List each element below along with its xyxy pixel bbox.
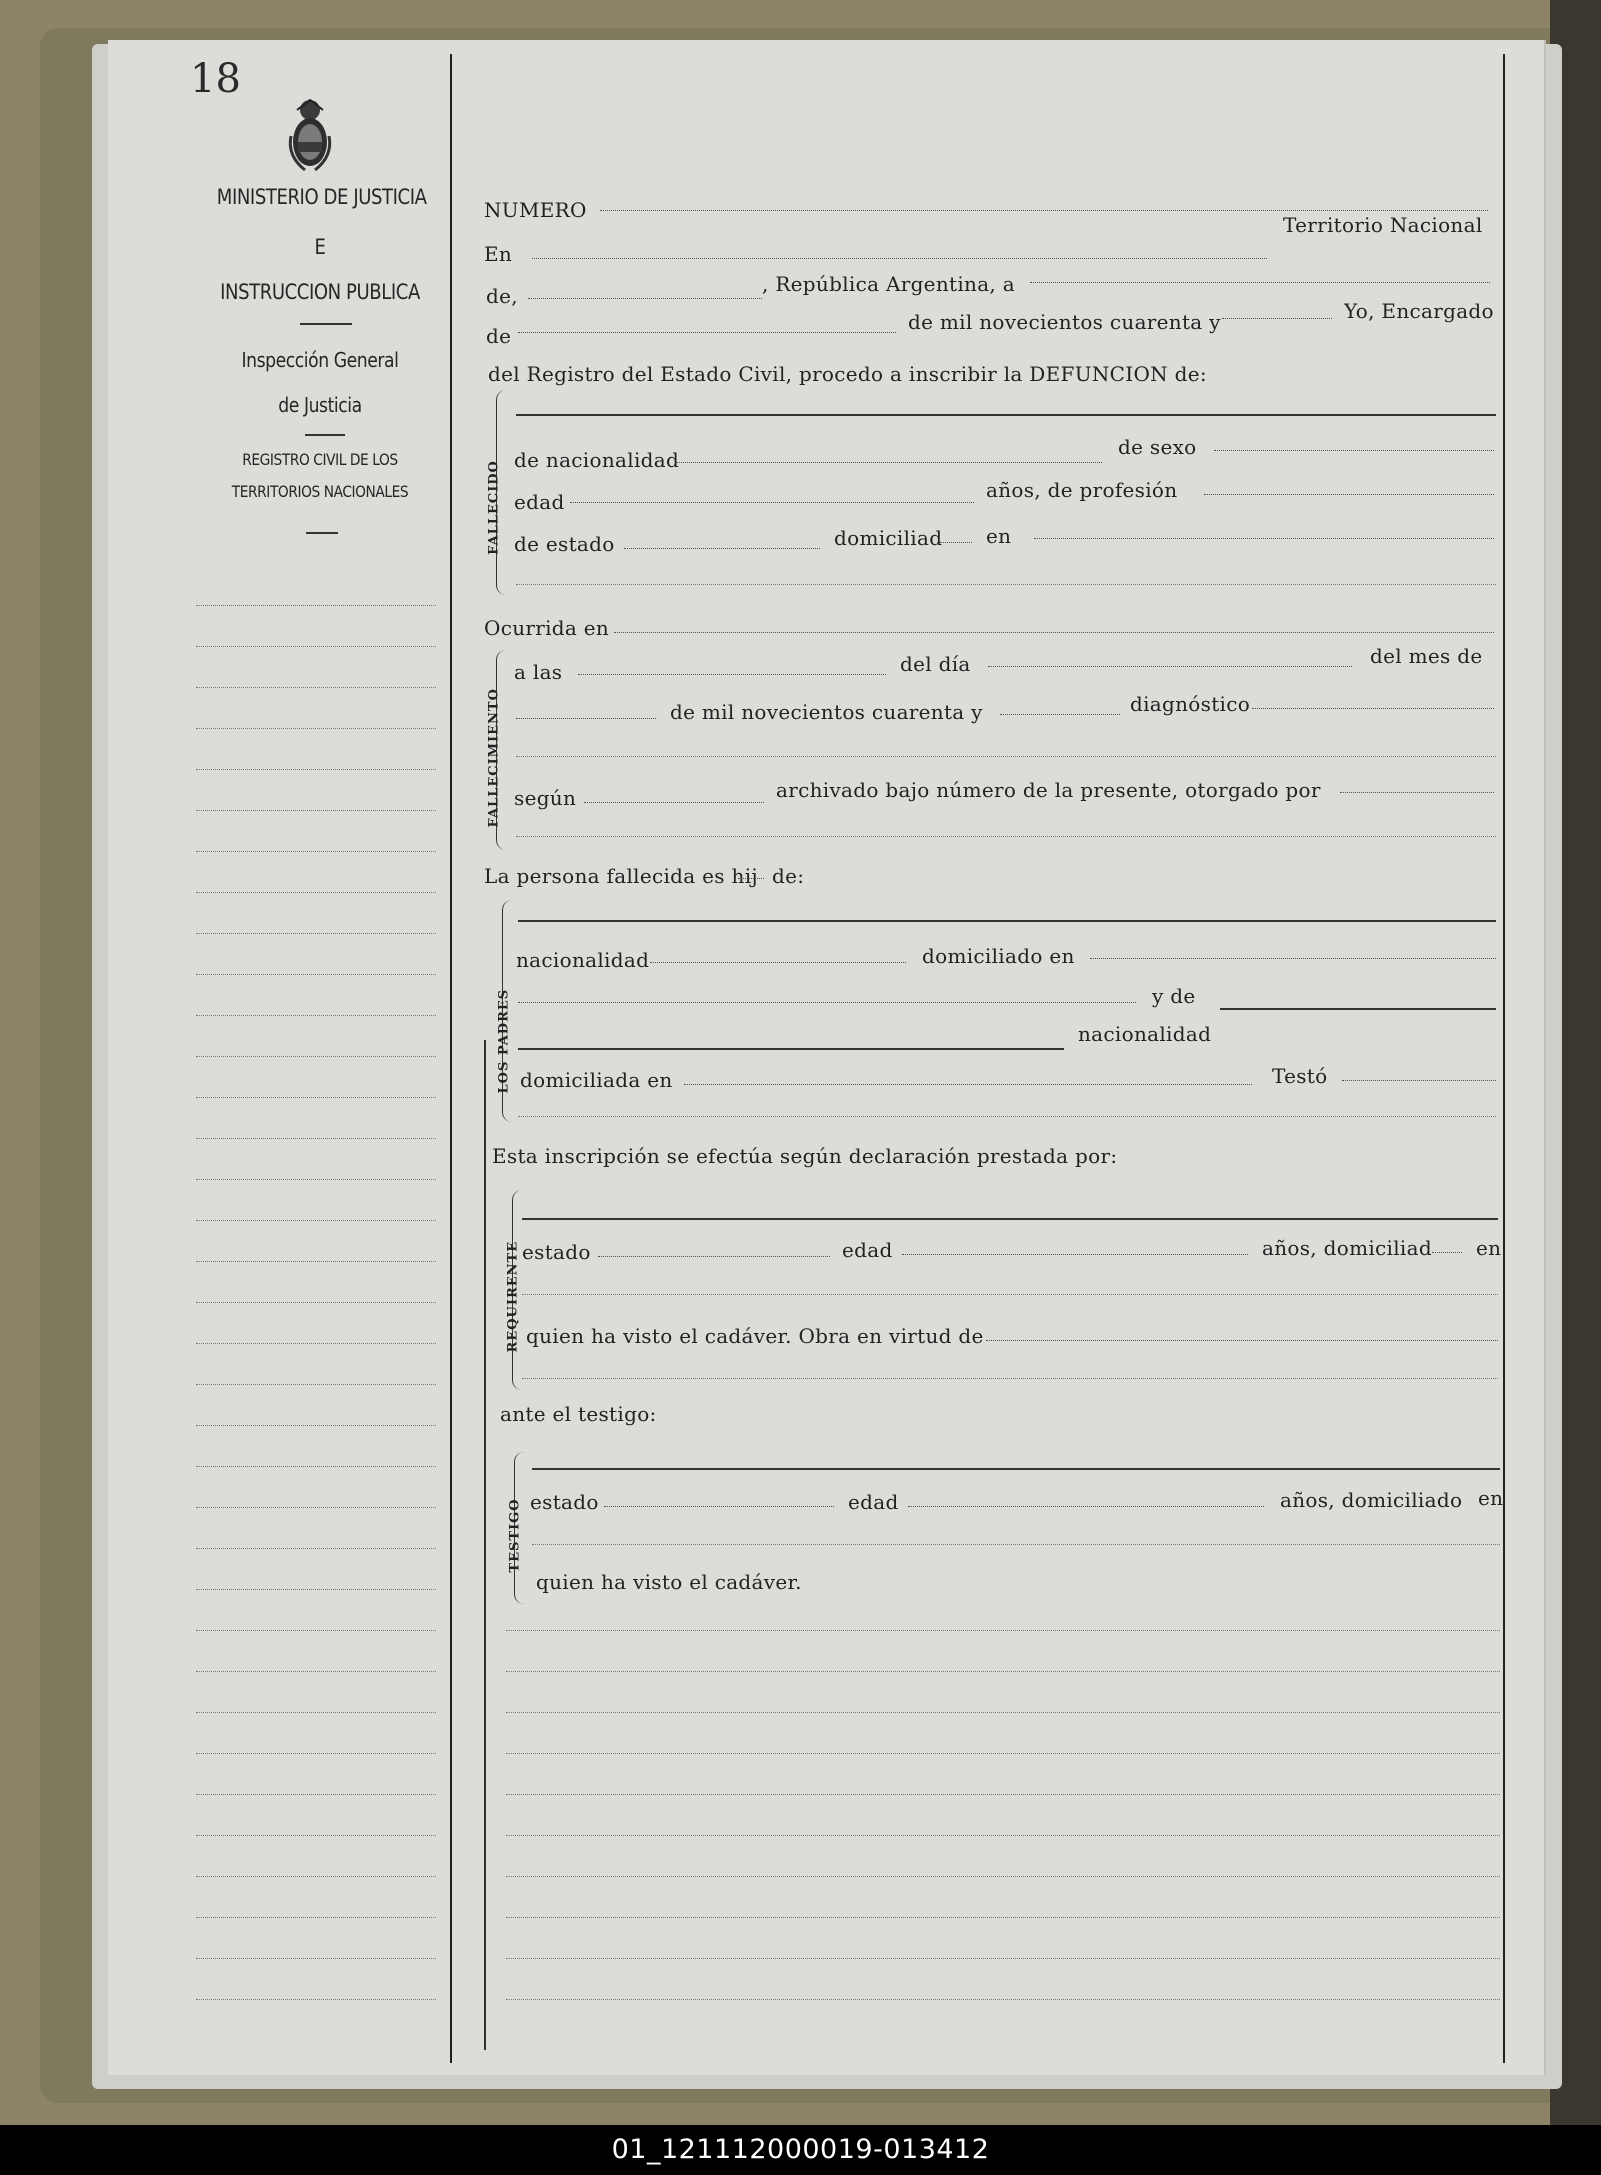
republica-label: , República Argentina, a	[762, 272, 1015, 296]
hijo-label: La persona fallecida es hij	[484, 864, 758, 888]
inspection-title: Inspección General	[241, 348, 399, 372]
estado-label: de estado	[514, 532, 615, 556]
a-las-label: a las	[514, 660, 563, 684]
coat-of-arms-icon	[285, 96, 335, 176]
margin-ruled-line[interactable]	[196, 1712, 436, 1713]
test-anos-label: años, domiciliado	[1280, 1488, 1463, 1512]
ocurrida-label: Ocurrida en	[484, 616, 610, 640]
header-rule	[306, 532, 338, 534]
fallecimiento-section-label: FALLECIMIENTO	[486, 688, 502, 828]
header-rule	[305, 434, 345, 436]
req-estado-label: estado	[522, 1240, 591, 1264]
padre-domicilio-continuation-field[interactable]	[518, 1002, 1136, 1003]
margin-ruled-line[interactable]	[196, 1138, 436, 1139]
requirente-section-label: REQUIRENTE	[505, 1240, 521, 1353]
segun-field[interactable]	[584, 802, 764, 803]
margin-ruled-line[interactable]	[196, 1302, 436, 1303]
date-a-field[interactable]	[1030, 282, 1490, 283]
ocurrida-field[interactable]	[614, 632, 1494, 633]
margin-ruled-line[interactable]	[196, 1548, 436, 1549]
padres-section-label: LOS PADRES	[496, 988, 512, 1094]
notes-ruled-line[interactable]	[506, 1958, 1500, 1959]
margin-ruled-line[interactable]	[196, 1958, 436, 1959]
margin-ruled-line[interactable]	[196, 605, 436, 606]
hora-field[interactable]	[578, 674, 886, 675]
hijo-de-label: de:	[772, 864, 805, 888]
margin-ruled-line[interactable]	[196, 1384, 436, 1385]
hijo-suffix-field[interactable]	[738, 878, 764, 879]
notes-ruled-line[interactable]	[506, 1794, 1500, 1795]
madre-nacionalidad-label: nacionalidad	[1078, 1022, 1212, 1046]
margin-ruled-line[interactable]	[196, 892, 436, 893]
diagnostico-continuation-field[interactable]	[516, 756, 1496, 757]
margin-ruled-line[interactable]	[196, 1179, 436, 1180]
numero-label: NUMERO	[484, 198, 587, 222]
margin-ruled-line[interactable]	[196, 1835, 436, 1836]
margin-ruled-line[interactable]	[196, 1507, 436, 1508]
testo-field[interactable]	[1342, 1080, 1496, 1081]
notes-ruled-line[interactable]	[506, 1671, 1500, 1672]
sexo-field[interactable]	[1214, 450, 1494, 451]
req-domicilio-field[interactable]	[522, 1294, 1498, 1295]
margin-ruled-line[interactable]	[196, 1261, 436, 1262]
margin-ruled-line[interactable]	[196, 1343, 436, 1344]
registry-title: REGISTRO CIVIL DE LOS	[242, 450, 398, 469]
en-field[interactable]	[532, 258, 1267, 259]
yo-encargado-label: Yo, Encargado	[1344, 299, 1494, 323]
estado-field[interactable]	[624, 548, 820, 549]
registry-subtitle: TERRITORIOS NACIONALES	[231, 482, 409, 501]
territorio-label: Territorio Nacional	[1283, 213, 1483, 237]
req-estado-field[interactable]	[598, 1256, 830, 1257]
req-edad-label: edad	[842, 1238, 893, 1262]
fallecido-section-label: FALLECIDO	[486, 460, 502, 555]
notes-ruled-line[interactable]	[506, 1712, 1500, 1713]
req-edad-field[interactable]	[902, 1254, 1248, 1255]
date-day-field[interactable]	[528, 298, 762, 299]
testo-label: Testó	[1272, 1064, 1328, 1088]
domiciliado-label: domiciliado en	[922, 944, 1075, 968]
edad-label: edad	[514, 490, 565, 514]
requirente-name-field[interactable]	[522, 1218, 1498, 1220]
req-en-label: en	[1476, 1236, 1502, 1260]
test-domicilio-field[interactable]	[532, 1544, 1500, 1545]
margin-ruled-line[interactable]	[196, 687, 436, 688]
register-page	[108, 40, 1544, 2075]
testigo-section-label: TESTIGO	[507, 1498, 523, 1573]
margin-ruled-line[interactable]	[196, 1220, 436, 1221]
margin-ruled-line[interactable]	[196, 810, 436, 811]
margin-ruled-line[interactable]	[196, 1876, 436, 1877]
en-label: En	[484, 242, 513, 266]
deceased-name-field[interactable]	[516, 414, 1496, 416]
numero-field[interactable]	[600, 210, 1488, 211]
margin-ruled-line[interactable]	[196, 646, 436, 647]
domiciliad-suffix-field[interactable]	[940, 542, 972, 543]
notes-ruled-line[interactable]	[506, 1999, 1500, 2000]
domicilio-field[interactable]	[1034, 538, 1494, 539]
inspection-subtitle: de Justicia	[278, 393, 362, 417]
inner-margin-line	[484, 1040, 486, 2050]
edad-field[interactable]	[570, 502, 974, 503]
req-obra-continuation-field[interactable]	[522, 1378, 1498, 1379]
test-en-label: en	[1478, 1486, 1504, 1510]
de-comma-label: de,	[486, 284, 518, 308]
nacionalidad-field[interactable]	[676, 462, 1102, 463]
y-de-label: y de	[1152, 984, 1196, 1008]
header-rule	[300, 323, 352, 325]
notes-ruled-line[interactable]	[506, 1917, 1500, 1918]
year-field[interactable]	[1222, 318, 1332, 319]
test-estado-field[interactable]	[604, 1506, 834, 1507]
segun-label: según	[514, 786, 577, 810]
req-quien-label: quien ha visto el cadáver. Obra en virtud de	[526, 1324, 984, 1348]
archivado-label: archivado bajo número de la presente, otorgado por	[776, 778, 1321, 802]
ministry-conjunction: E	[314, 235, 326, 259]
nacionalidad-label: de nacionalidad	[514, 448, 680, 472]
madre-domicilio-field[interactable]	[684, 1084, 1252, 1085]
margin-ruled-line[interactable]	[196, 1425, 436, 1426]
otorgado-field[interactable]	[1340, 792, 1494, 793]
margin-ruled-line[interactable]	[196, 728, 436, 729]
req-anos-label: años, domiciliad	[1262, 1236, 1432, 1260]
margin-ruled-line[interactable]	[196, 974, 436, 975]
testigo-name-field[interactable]	[532, 1468, 1500, 1470]
margin-ruled-line[interactable]	[196, 1056, 436, 1057]
margin-ruled-line[interactable]	[196, 1671, 436, 1672]
dia-field[interactable]	[988, 666, 1352, 667]
right-margin-divider	[1503, 54, 1505, 2063]
notes-ruled-line[interactable]	[506, 1753, 1500, 1754]
domiciliada-label: domiciliada en	[520, 1068, 673, 1092]
inscripcion-statement: Esta inscripción se efectúa según declaración prestada por:	[492, 1144, 1118, 1168]
padre-nacionalidad-field[interactable]	[650, 962, 906, 963]
mother-name-field[interactable]	[1220, 1008, 1496, 1010]
margin-ruled-line[interactable]	[196, 1466, 436, 1467]
margin-ruled-line[interactable]	[196, 1097, 436, 1098]
mes-field[interactable]	[516, 718, 656, 719]
otorgado-continuation-field[interactable]	[516, 836, 1496, 837]
del-mes-label: del mes de	[1370, 644, 1483, 668]
req-obra-field[interactable]	[986, 1340, 1498, 1341]
ministry-title: MINISTERIO DE JUSTICIA	[216, 185, 427, 209]
diagnostico-label: diagnóstico	[1130, 692, 1251, 716]
margin-ruled-line[interactable]	[196, 1630, 436, 1631]
father-name-field[interactable]	[518, 920, 1496, 922]
test-edad-label: edad	[848, 1490, 899, 1514]
margin-ruled-line[interactable]	[196, 1917, 436, 1918]
registro-statement: del Registro del Estado Civil, procedo a inscribir la DEFUNCION de:	[488, 362, 1207, 386]
notes-ruled-line[interactable]	[506, 1630, 1500, 1631]
image-id-footer: 01_121112000019-013412	[0, 2125, 1601, 2175]
page-number: 18	[190, 56, 241, 102]
notes-ruled-line[interactable]	[506, 1876, 1500, 1877]
mother-name-continuation-field[interactable]	[518, 1048, 1064, 1050]
padre-nacionalidad-label: nacionalidad	[516, 948, 650, 972]
test-estado-label: estado	[530, 1490, 599, 1514]
de-mil-label: de mil novecientos cuarenta y	[908, 310, 1221, 334]
en-label-fallecido: en	[986, 524, 1012, 548]
diagnostico-field[interactable]	[1252, 708, 1494, 709]
domiciliad-label: domiciliad	[834, 526, 943, 550]
margin-ruled-line[interactable]	[196, 1015, 436, 1016]
test-quien-label: quien ha visto el cadáver.	[536, 1570, 802, 1594]
sexo-label: de sexo	[1118, 435, 1197, 459]
margin-ruled-line[interactable]	[196, 1753, 436, 1754]
de-label: de	[486, 324, 512, 348]
test-edad-field[interactable]	[908, 1506, 1264, 1507]
del-dia-label: del día	[900, 652, 971, 676]
margin-ruled-line[interactable]	[196, 1589, 436, 1590]
margin-ruled-line[interactable]	[196, 769, 436, 770]
anos-profesion-label: años, de profesión	[986, 478, 1178, 502]
notes-ruled-line[interactable]	[506, 1835, 1500, 1836]
margin-ruled-line[interactable]	[196, 1999, 436, 2000]
date-month-field[interactable]	[518, 332, 896, 333]
margin-ruled-line[interactable]	[196, 1794, 436, 1795]
margin-ruled-line[interactable]	[196, 851, 436, 852]
domicilio-continuation-field[interactable]	[516, 584, 1496, 585]
margin-ruled-line[interactable]	[196, 933, 436, 934]
padre-domicilio-field[interactable]	[1090, 958, 1496, 959]
margin-divider	[450, 54, 452, 2063]
profesion-field[interactable]	[1204, 494, 1494, 495]
ministry-subtitle: INSTRUCCION PUBLICA	[220, 280, 420, 304]
req-domiciliad-suffix-field[interactable]	[1432, 1252, 1462, 1253]
ante-testigo-label: ante el testigo:	[500, 1402, 657, 1426]
year-field-2[interactable]	[1000, 714, 1120, 715]
padres-continuation-field[interactable]	[518, 1116, 1496, 1117]
de-mil-label-2: de mil novecientos cuarenta y	[670, 700, 983, 724]
